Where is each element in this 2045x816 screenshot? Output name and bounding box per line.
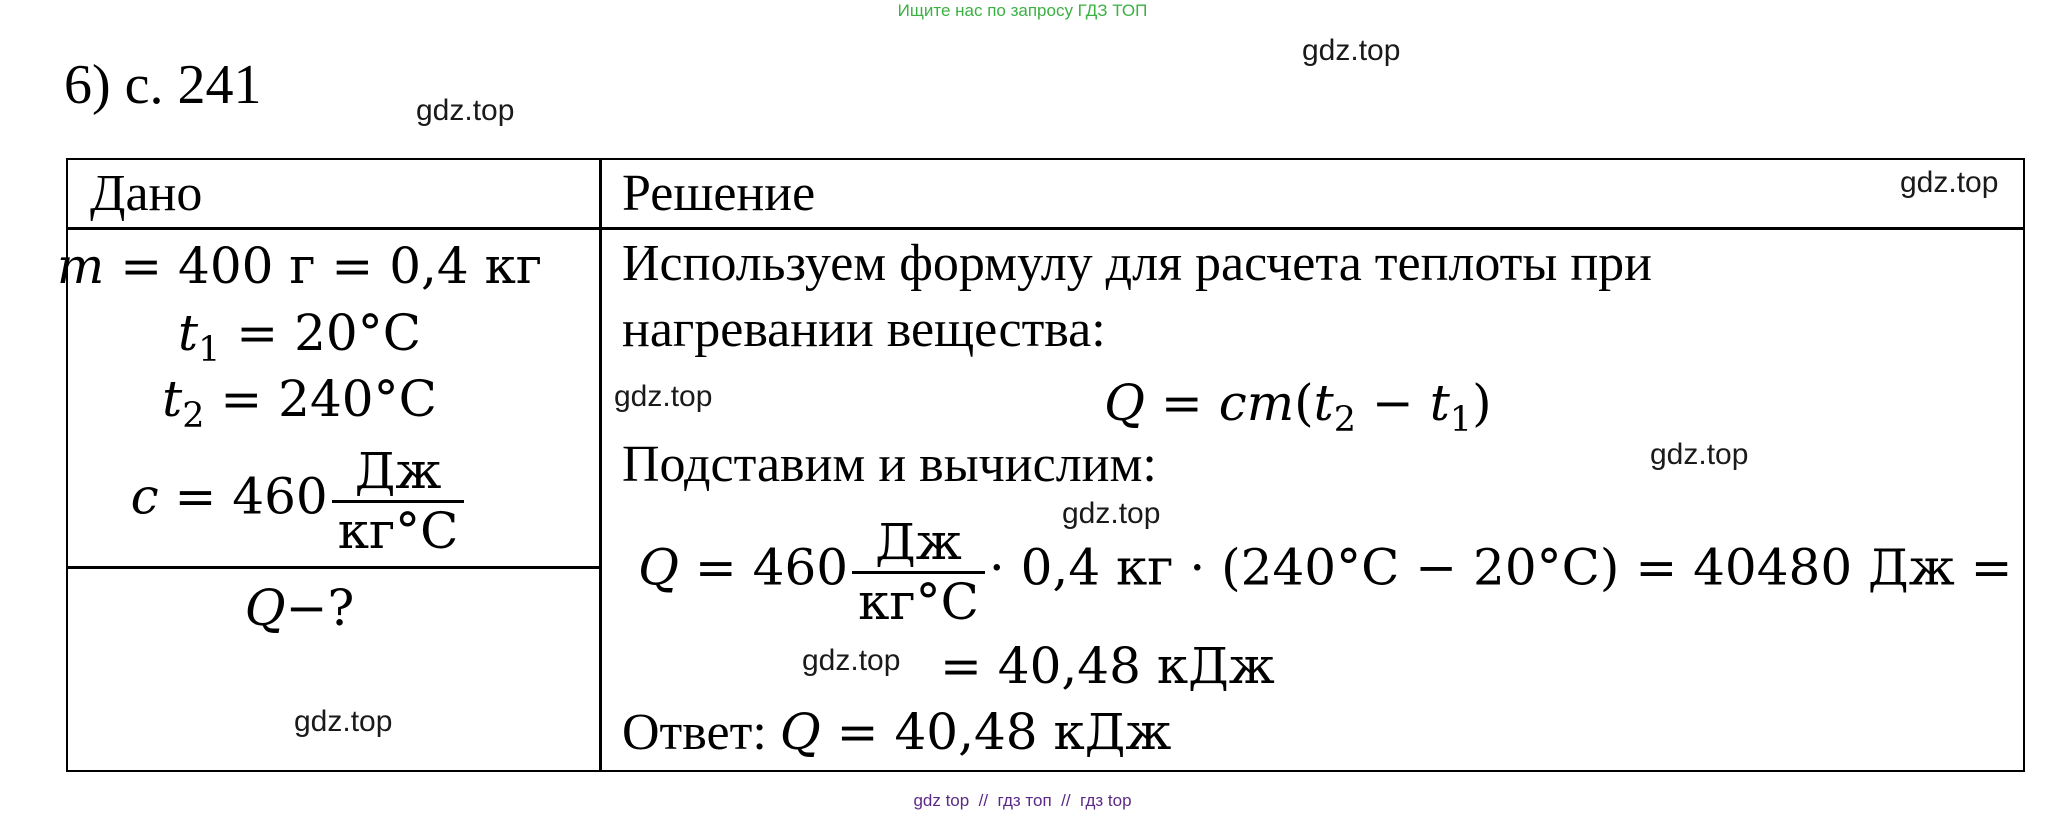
given-t1 xyxy=(0,303,599,371)
answer-line xyxy=(622,702,1171,763)
calc-q: Q xyxy=(638,538,679,597)
formula-q: Q xyxy=(1104,374,1145,432)
given-mass xyxy=(0,236,599,296)
solution-header: Решение xyxy=(622,165,816,222)
given-c xyxy=(0,442,599,559)
formula-cm: cm xyxy=(1218,374,1295,432)
mass-symbol: m xyxy=(56,237,105,295)
c-unit-fraction xyxy=(332,442,465,559)
solution-line-3: Подставим и вычислим: xyxy=(622,436,1157,493)
c-unit-denominator: кг°C xyxy=(332,500,465,559)
formula-lparen: ( xyxy=(1294,374,1314,432)
c-unit-numerator: Дж xyxy=(354,442,442,500)
t2-symbol: t xyxy=(162,370,183,428)
watermark: gdz.top xyxy=(1062,497,1161,530)
given-find-divider xyxy=(66,566,601,569)
given-t2 xyxy=(0,369,599,437)
answer-q: Q xyxy=(779,703,821,761)
page-heading: 6) с. 241 xyxy=(64,54,262,116)
find-q xyxy=(0,578,599,638)
mass-value: = 400 г = 0,4 кг xyxy=(104,237,543,295)
watermark: gdz.top xyxy=(1302,34,1401,67)
watermark: gdz.top xyxy=(416,94,515,127)
watermark: gdz.top xyxy=(294,705,393,738)
calc-unit-fraction xyxy=(852,513,985,630)
answer-value: = 40,48 кДж xyxy=(820,703,1172,761)
formula-rparen: ) xyxy=(1472,374,1492,432)
formula-t2: t xyxy=(1313,374,1334,432)
c-value: = 460 xyxy=(158,467,328,526)
formula-t1-sub: 1 xyxy=(1449,400,1473,441)
find-q-symbol: Q xyxy=(244,579,286,637)
formula-t1: t xyxy=(1429,374,1450,432)
t1-symbol: t xyxy=(178,304,199,362)
find-q-question: −? xyxy=(285,579,355,637)
solution-line-2: нагревании вещества: xyxy=(622,301,1106,358)
solution-line-1: Используем формулу для расчета теплоты при xyxy=(622,235,1652,292)
top-banner: Ищите нас по запросу ГДЗ ТОП xyxy=(897,1,1148,20)
calc-unit-denominator: кг°C xyxy=(852,571,985,630)
t1-subscript: 1 xyxy=(198,330,221,371)
watermark: gdz.top xyxy=(1650,438,1749,471)
heat-formula xyxy=(1104,373,1492,441)
calculation-line xyxy=(638,513,2013,630)
watermark: gdz.top xyxy=(1900,166,1999,199)
t2-subscript: 2 xyxy=(182,396,205,437)
answer-label: Ответ: xyxy=(622,704,780,761)
formula-t2-sub: 2 xyxy=(1333,400,1356,441)
footer-links: gdz top // гдз топ // гдз top xyxy=(913,791,1132,810)
calculation-result: = 40,48 кДж xyxy=(940,637,1275,695)
formula-equals: = xyxy=(1145,374,1219,432)
given-header: Дано xyxy=(90,165,203,222)
calc-unit-numerator: Дж xyxy=(875,513,962,571)
header-divider xyxy=(66,227,2024,230)
watermark: gdz.top xyxy=(802,644,901,677)
t2-value: = 240°C xyxy=(204,370,437,428)
formula-minus: − xyxy=(1356,374,1430,432)
column-divider xyxy=(599,158,602,771)
calc-post: · 0,4 кг · (240°C − 20°C) = 40480 Дж = xyxy=(988,538,2013,597)
calc-pre: = 460 xyxy=(679,538,849,597)
watermark: gdz.top xyxy=(614,380,713,413)
t1-value: = 20°C xyxy=(220,304,421,362)
c-symbol: c xyxy=(130,467,159,526)
